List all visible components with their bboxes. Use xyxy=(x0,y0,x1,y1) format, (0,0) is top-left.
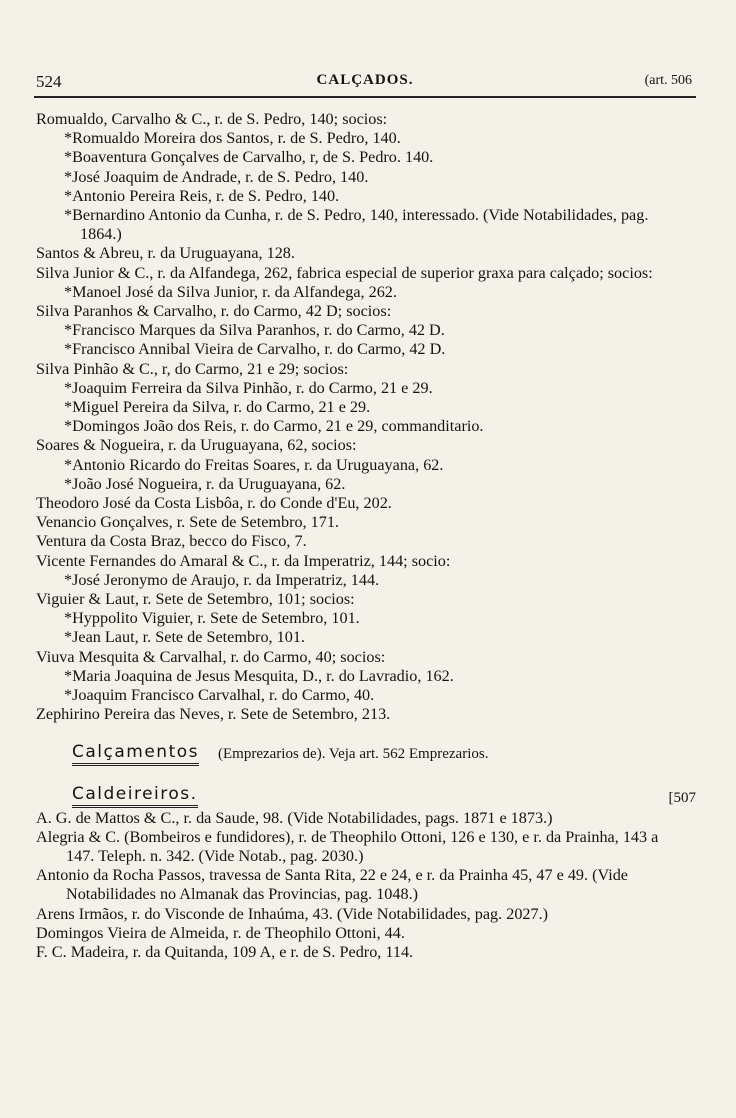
page-header xyxy=(34,72,696,98)
list-item: Venancio Gonçalves, r. Sete de Setembro, 171. xyxy=(36,513,339,532)
list-item: *Joaquim Ferreira da Silva Pinhão, r. do Carmo, 21 e 29. xyxy=(64,378,433,397)
list-item: A. G. de Mattos & C., r. da Saude, 98. (Vide Notabilidades, pags. 1871 e 1873.) xyxy=(36,808,553,827)
list-item: Ventura da Costa Braz, becco do Fisco, 7. xyxy=(36,532,307,551)
list-item: Viguier & Laut, r. Sete de Setembro, 101; socios: xyxy=(36,590,355,609)
list-item: *Francisco Marques da Silva Paranhos, r. do Carmo, 42 D. xyxy=(64,321,445,340)
list-item: *Domingos João dos Reis, r. do Carmo, 21 e 29, commanditario. xyxy=(64,417,484,436)
article-reference: (art. 506 xyxy=(644,73,692,88)
list-item: Silva Paranhos & Carvalho, r. do Carmo, 42 D; socios: xyxy=(36,302,392,321)
section-calcamentos xyxy=(36,743,676,769)
list-item: F. C. Madeira, r. da Quitanda, 109 A, e r. de S. Pedro, 114. xyxy=(36,942,414,961)
list-item: Silva Pinhão & C., r, do Carmo, 21 e 29; socios: xyxy=(36,359,349,378)
list-item: Zephirino Pereira das Neves, r. Sete de Setembro, 213. xyxy=(36,705,391,724)
list-item: *Antonio Pereira Reis, r. de S. Pedro, 140. xyxy=(64,186,340,205)
list-item: Santos & Abreu, r. da Uruguayana, 128. xyxy=(36,244,295,263)
caldeireiros-entries xyxy=(36,809,676,963)
directory-content xyxy=(36,110,696,962)
section-caldeireiros xyxy=(36,783,696,809)
list-item: Romualdo, Carvalho & C., r. de S. Pedro, 140; socios: xyxy=(36,110,388,128)
list-item: Silva Junior & C., r. da Alfandega, 262, fabrica especial de superior graxa para calçado; socios: xyxy=(36,263,653,282)
section-title: Caldeireiros. xyxy=(72,785,198,808)
list-item: *Romualdo Moreira dos Santos, r. de S. Pedro, 140. xyxy=(64,129,401,148)
list-item: *Maria Joaquina de Jesus Mesquita, D., r. do Lavradio, 162. xyxy=(64,666,454,685)
section-note: (Emprezarios de). Veja art. 562 Emprezarios. xyxy=(218,745,489,762)
list-item: *José Joaquim de Andrade, r. de S. Pedro, 140. xyxy=(64,167,369,186)
list-item: Vicente Fernandes do Amaral & C., r. da Imperatriz, 144; socio: xyxy=(36,551,451,570)
list-item: Soares & Nogueira, r. da Uruguayana, 62, socios: xyxy=(36,436,357,455)
list-item: *Boaventura Gonçalves de Carvalho, r, de S. Pedro. 140. xyxy=(64,148,434,167)
list-item: *Francisco Annibal Vieira de Carvalho, r. do Carmo, 42 D. xyxy=(64,340,446,359)
list-item: *Hyppolito Viguier, r. Sete de Setembro, 101. xyxy=(64,609,360,628)
list-item: *Joaquim Francisco Carvalhal, r. do Carmo, 40. xyxy=(64,686,375,705)
list-item: *José Jeronymo de Araujo, r. da Imperatriz, 144. xyxy=(64,570,380,589)
list-item: *Miguel Pereira da Silva, r. do Carmo, 21 e 29. xyxy=(64,398,371,417)
list-item: *Manoel José da Silva Junior, r. da Alfandega, 262. xyxy=(64,282,397,301)
list-item: *Jean Laut, r. Sete de Setembro, 101. xyxy=(64,628,305,647)
list-item: Alegria & C. (Bombeiros e fundidores), r. de Theophilo Ottoni, 126 e 130, e r. da Prainha, 143 a 147. Teleph. n. 342. (Vide Notab., pag. 2030.) xyxy=(36,827,659,865)
section-title: Calçamentos xyxy=(72,743,199,766)
list-item: Viuva Mesquita & Carvalhal, r. do Carmo, 40; socios: xyxy=(36,647,386,666)
list-item: *Antonio Ricardo do Freitas Soares, r. da Uruguayana, 62. xyxy=(64,455,444,474)
list-item: *Bernardino Antonio da Cunha, r. de S. Pedro, 140, interessado. (Vide Notabilidades, pag. 1864.) xyxy=(64,206,649,244)
list-item: Antonio da Rocha Passos, travessa de Santa Rita, 22 e 24, e r. da Prainha 45, 47 e 49. (Vide Notabilidades no Almanak das Provincias, pag. 1048.) xyxy=(36,866,628,904)
list-item: Domingos Vieira de Almeida, r. de Theophilo Ottoni, 44. xyxy=(36,923,405,942)
list-item: *João José Nogueira, r. da Uruguayana, 62. xyxy=(64,474,346,493)
article-number: [507 xyxy=(668,789,696,806)
list-item: Arens Irmãos, r. do Visconde de Inhaúma, 43. (Vide Notabilidades, pag. 2027.) xyxy=(36,904,549,923)
calcados-entries xyxy=(36,110,676,725)
list-item: Theodoro José da Costa Lisbôa, r. do Conde d'Eu, 202. xyxy=(36,494,392,513)
page-title: CALÇADOS. xyxy=(316,72,414,88)
page-number: 524 xyxy=(36,72,62,91)
